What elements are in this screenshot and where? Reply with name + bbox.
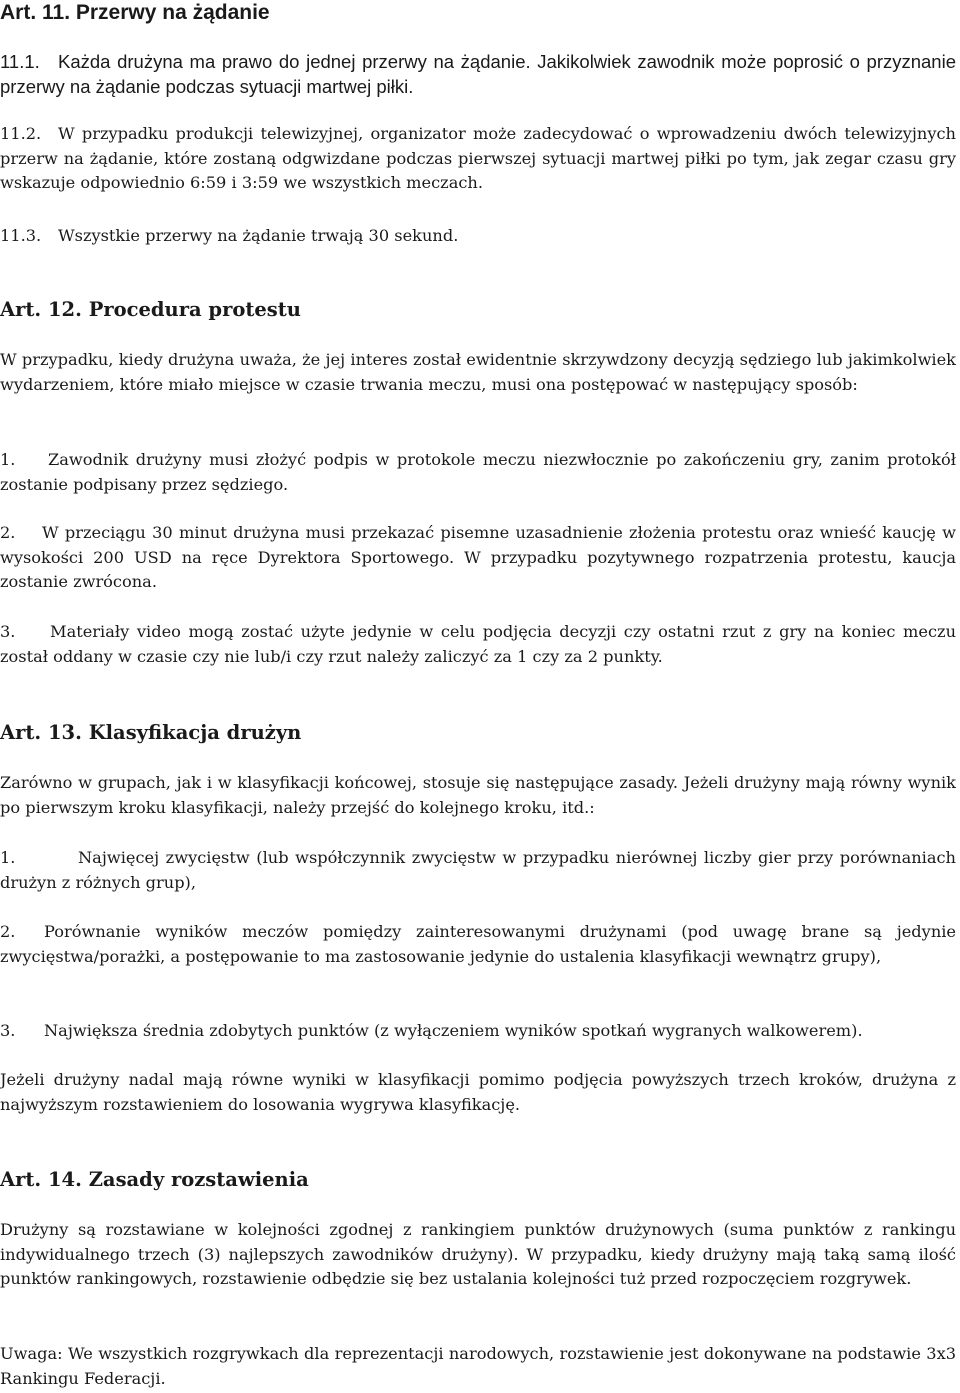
art11-heading: Art. 11. Przerwy na żądanie: [0, 1, 270, 24]
art12-item-2: [0, 521, 956, 595]
paragraph-number: 11.1.: [0, 51, 40, 72]
list-text: Porównanie wyników meczów pomiędzy zainteresowanymi drużynami (pod uwagę brane są jedynie zwycięstwa/porażki, a postępowanie to ma zastosowanie jedynie do ustalenia klasyfikacji wewnątrz grupy),: [0, 922, 956, 966]
list-text: Największa średnia zdobytych punktów (z wyłączeniem wyników spotkań wygranych walkowerem).: [44, 1021, 863, 1040]
paragraph-text: Wszystkie przerwy na żądanie trwają 30 sekund.: [58, 226, 459, 245]
list-number: 3.: [0, 622, 16, 641]
art13-item-1: [0, 846, 956, 895]
art13-outro: Jeżeli drużyny nadal mają równe wyniki w klasyfikacji pomimo podjęcia powyższych trzech kroków, drużyna z najwyższym rozstawieniem do losowania wygrywa klasyfikację.: [0, 1070, 956, 1114]
list-number: 2.: [0, 523, 16, 542]
art14-heading: Art. 14. Zasady rozstawienia: [0, 1168, 309, 1191]
art14-paragraph: Drużyny są rozstawiane w kolejności zgodnej z rankingiem punktów drużynowych (suma punktów z rankingu indywidualnego trzech (3) najlepszych zawodników drużyny). W przypadku, kiedy drużyny mają taką samą ilość punktów rankingowych, rozstawienie odbędzie się bez ustalania kolejności tuż przed rozpoczęciem rozgrywek.: [0, 1220, 956, 1289]
paragraph-text: W przypadku produkcji telewizyjnej, organizator może zadecydować o wprowadzeniu dwóch telewizyjnych przerw na żądanie, które zostaną odgwizdane podczas pierwszej sytuacji martwej piłki po tym, jak zegar czasu gry wskazuje odpowiednio 6:59 i 3:59 we wszystkich meczach.: [0, 124, 956, 193]
list-number: 1.: [0, 848, 16, 867]
list-text: Materiały video mogą zostać użyte jedynie w celu podjęcia decyzji czy ostatni rzut z gry na koniec meczu został oddany w czasie czy nie lub/i czy rzut należy zaliczyć za 1 czy za 2 punkty.: [0, 622, 956, 666]
paragraph-number: 11.3.: [0, 226, 42, 245]
paragraph-text: Każda drużyna ma prawo do jednej przerwy na żądanie. Jakikolwiek zawodnik może poprosić o przyznanie przerwy na żądanie podczas sytuacji martwej piłki.: [0, 51, 956, 97]
art11-paragraph-2: [0, 122, 956, 196]
list-text: Najwięcej zwycięstw (lub współczynnik zwycięstw w przypadku nierównej liczby gier przy porównaniach drużyn z różnych grup),: [0, 848, 956, 892]
art11-paragraph-1: [0, 49, 956, 99]
list-number: 2.: [0, 922, 16, 941]
art11-paragraph-3: [0, 224, 956, 249]
art12-heading: Art. 12. Procedura protestu: [0, 298, 301, 321]
art13-heading: Art. 13. Klasyfikacja drużyn: [0, 721, 302, 744]
art14-note: Uwaga: We wszystkich rozgrywkach dla reprezentacji narodowych, rozstawienie jest dokonywane na podstawie 3x3 Rankingu Federacji.: [0, 1344, 956, 1388]
art13-item-3: [0, 1019, 956, 1044]
list-text: W przeciągu 30 minut drużyna musi przekazać pisemne uzasadnienie złożenia protestu oraz wnieść kaucję w wysokości 200 USD na ręce Dyrektora Sportowego. W przypadku pozytywnego rozpatrzenia protestu, kaucja zostanie zwrócona.: [0, 523, 956, 592]
paragraph-number: 11.2.: [0, 124, 42, 143]
art13-item-2: [0, 920, 956, 969]
art12-item-3: [0, 620, 956, 669]
list-number: 1.: [0, 450, 16, 469]
list-number: 3.: [0, 1021, 16, 1040]
art12-item-1: [0, 448, 956, 497]
art13-intro: Zarówno w grupach, jak i w klasyfikacji końcowej, stosuje się następujące zasady. Jeżeli drużyny mają równy wynik po pierwszym kroku klasyfikacji, należy przejść do kolejnego kroku, itd.:: [0, 773, 956, 817]
list-text: Zawodnik drużyny musi złożyć podpis w protokole meczu niezwłocznie po zakończeniu gry, zanim protokół zostanie podpisany przez sędziego.: [0, 450, 956, 494]
art12-intro: W przypadku, kiedy drużyna uważa, że jej interes został ewidentnie skrzywdzony decyzją sędziego lub jakimkolwiek wydarzeniem, które miało miejsce w czasie trwania meczu, musi ona postępować w następujący sposób:: [0, 350, 956, 394]
